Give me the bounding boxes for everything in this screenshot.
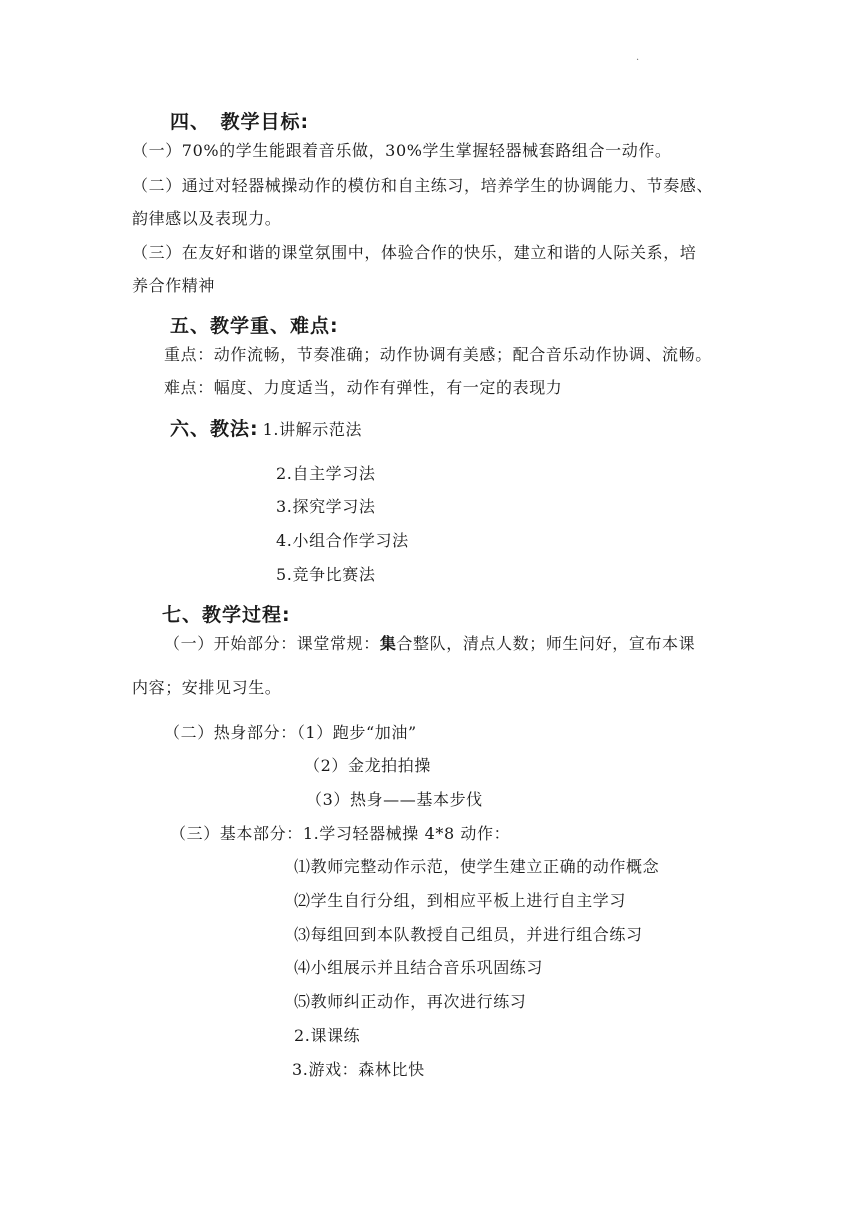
key-point-text: 重点：动作流畅，节奏准确；动作协调有美感；配合音乐动作协调、流畅。 (164, 345, 712, 364)
method-item: 2.自主学习法 (276, 464, 376, 483)
section-6-heading: 六、教法: (170, 418, 259, 440)
section-7-heading: 七、教学过程: (162, 604, 291, 626)
basic-item-3: 3.游戏：森林比快 (292, 1060, 425, 1079)
objective-line-5: 养合作精神 (132, 276, 216, 295)
method-item: 3.探究学习法 (276, 497, 376, 516)
page-mark: · (636, 55, 640, 66)
basic-step: ⑸教师纠正动作，再次进行练习 (294, 992, 527, 1011)
objective-line-1: （一）70%的学生能跟着音乐做，30%学生掌握轻器械套路组合一动作。 (132, 141, 672, 160)
section-4-heading: 四、 教学目标: (170, 111, 310, 133)
difficulty-text: 难点：幅度、力度适当，动作有弹性，有一定的表现力 (164, 378, 563, 397)
warmup-item: （1）跑步“加油” (296, 723, 417, 742)
warmup-row (164, 722, 417, 744)
objective-line-2: （二）通过对轻器械操动作的模仿和自主练习，培养学生的协调能力、节奏感、 (132, 176, 714, 195)
basic-part-first: 1.学习轻器械操 4*8 动作： (302, 824, 511, 843)
basic-step: ⑷小组展示并且结合音乐巩固练习 (294, 958, 544, 977)
start-part-line-1 (164, 633, 695, 655)
section-5-heading: 五、教学重、难点: (170, 315, 339, 337)
basic-step: ⑶每组回到本队教授自己组员，并进行组合练习 (294, 925, 643, 944)
basic-item-2: 2.课课练 (294, 1026, 361, 1045)
warmup-label: （二）热身部分： (164, 723, 297, 742)
start-part-line-2: 内容；安排见习生。 (132, 678, 282, 697)
method-item: 1.讲解示范法 (262, 420, 363, 439)
basic-part-row (170, 823, 510, 845)
section-6-row (170, 418, 362, 441)
start-part-bold-char: 集 (379, 634, 397, 653)
method-item: 4.小组合作学习法 (276, 531, 409, 550)
basic-step: ⑴教师完整动作示范，使学生建立正确的动作概念 (294, 857, 660, 876)
objective-line-3: 韵律感以及表现力。 (132, 209, 282, 228)
start-part-text-b: 合整队，清点人数；师生问好，宣布本课 (396, 634, 696, 653)
basic-step: ⑵学生自行分组，到相应平板上进行自主学习 (294, 891, 627, 910)
warmup-item: （3）热身——基本步伐 (306, 790, 483, 809)
start-part-text-a: （一）开始部分：课堂常规： (164, 634, 380, 653)
basic-part-label: （三）基本部分： (170, 824, 303, 843)
objective-line-4: （三）在友好和谐的课堂氛围中，体验合作的快乐，建立和谐的人际关系，培 (132, 243, 697, 262)
warmup-item: （2）金龙拍拍操 (304, 756, 431, 775)
method-item: 5.竞争比赛法 (276, 565, 376, 584)
